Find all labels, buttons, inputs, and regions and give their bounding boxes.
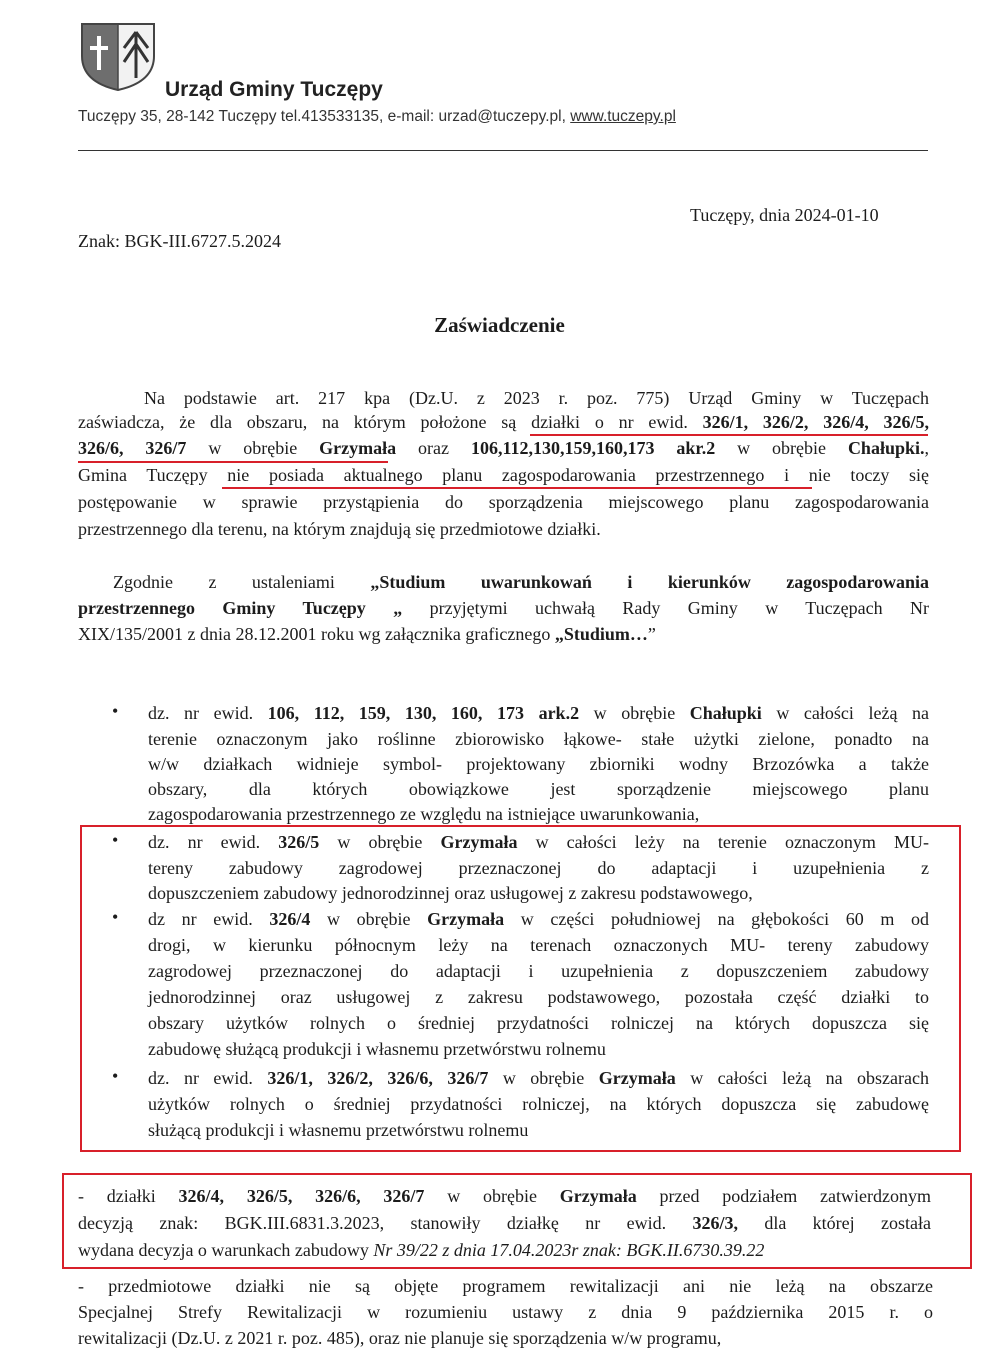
bullet-text: w obrębie	[310, 909, 428, 929]
bullet-icon: •	[112, 1066, 119, 1086]
parcel-numbers: 326/1, 326/2, 326/4, 326/5,	[702, 412, 929, 432]
precinct-name: Grzymała	[440, 832, 518, 852]
para1-line: Gmina Tuczępy nie posiada aktualnego planu zagospodarowania przestrzennego i nie toczy się	[78, 465, 929, 485]
parcel-numbers: 326/3,	[692, 1213, 738, 1233]
red-underline	[530, 434, 928, 436]
bullet-text: dz nr ewid.	[148, 909, 270, 929]
para2-text: XIX/135/2001 z dnia 28.12.2001 roku wg załącznika graficznego	[78, 624, 555, 644]
division-text: w obrębie	[424, 1186, 560, 1206]
precinct-name: Grzymała	[319, 438, 397, 458]
para1-text: oraz	[396, 438, 471, 458]
precinct-name: Chałupki.	[847, 438, 925, 458]
para1-line	[78, 436, 929, 461]
bullet-line	[148, 1066, 929, 1091]
bullet-line: w/w działkach widnieje symbol- projektowany zbiorniki wodny Brzozówka a także	[148, 754, 929, 774]
document-title: Zaświadczenie	[434, 313, 565, 337]
parcel-numbers: 326/4, 326/5, 326/6, 326/7	[178, 1186, 425, 1206]
para1-text: zaświadcza, że dla obszaru, na którym położone są działki o nr ewid.	[78, 412, 703, 432]
revitalization-line: Specjalnej Strefy Rewitalizacji w rozumieniu ustawy z dnia 9 października 2015 r. o	[78, 1302, 933, 1322]
division-text: decyzją znak: BGK.III.6831.3.2023, stanowiły działkę nr ewid.	[78, 1213, 693, 1233]
division-text: - działki	[78, 1186, 179, 1206]
reference-number: Znak: BGK-III.6727.5.2024	[78, 231, 281, 251]
para2-text: Zgodnie z ustaleniami	[113, 572, 371, 592]
bullet-line: terenie oznaczonym jako roślinne zbiorowisko łąkowe- stałe użytki zielone, ponadto na	[148, 729, 929, 749]
bullet-text: w całości leżą na	[761, 703, 929, 723]
address-text: Tuczępy 35, 28-142 Tuczępy tel.413533135, e-mail: urzad@tuczepy.pl,	[78, 108, 571, 125]
bullet-text: w obrębie	[579, 703, 690, 723]
bullet-icon: •	[112, 907, 119, 927]
para2-text: przyjętymi uchwałą Rady Gminy w Tuczępach Nr	[402, 598, 930, 618]
bullet-line: drogi, w kierunku północnym leży na terenach oznaczonych MU- tereny zabudowy	[148, 935, 929, 955]
bullet-line: obszary, dla których obowiązkowe jest sporządzenie miejscowego planu	[148, 779, 929, 799]
bullet-line: tereny zabudowy zagrodowej przeznaczonej do adaptacji i uzupełnienia z	[148, 858, 929, 878]
bullet-icon: •	[112, 830, 119, 850]
red-underline	[78, 461, 388, 463]
precinct-name: Grzymała	[427, 909, 505, 929]
bullet-line: dopuszczeniem zabudowy jednorodzinnej oraz usługowej z zakresu podstawowego,	[148, 883, 753, 903]
revitalization-line: - przedmiotowe działki nie są objęte programem rewitalizacji ani nie leżą na obszarze	[78, 1276, 933, 1296]
bullet-text: w całości leży na terenie oznaczonym MU-	[517, 832, 929, 852]
bullet-line	[148, 907, 929, 932]
parcel-numbers: 106,112,130,159,160,173 akr.2	[470, 438, 716, 458]
bullet-text: dz. nr ewid.	[148, 703, 268, 723]
division-text: wydana decyzja o warunkach zabudowy	[78, 1240, 374, 1260]
bullet-icon: •	[112, 701, 119, 721]
bullet-line: obszary użytków rolnych o średniej przydatności rolniczej na których dopuszcza się	[148, 1013, 929, 1033]
parcel-numbers: 326/1, 326/2, 326/6, 326/7	[267, 1068, 489, 1088]
bullet-line: zabudowę służącą produkcji i własnemu przetwórstwu rolnemu	[148, 1039, 606, 1059]
website-link[interactable]: www.tuczepy.pl	[570, 108, 676, 125]
bullet-line: zagrodowej przeznaczonej do adaptacji i uzupełnienia z dopuszczeniem zabudowy	[148, 961, 929, 981]
precinct-name: Chałupki	[689, 703, 762, 723]
para2-text: ”	[647, 624, 656, 644]
bullet-line	[148, 830, 929, 855]
bullet-line: zagospodarowania przestrzennego ze względu na istniejące uwarunkowania,	[148, 804, 700, 824]
precinct-name: Grzymała	[598, 1068, 676, 1088]
bullet-text: w obrębie	[319, 832, 441, 852]
para1-text: w obrębie	[186, 438, 320, 458]
division-text: dla której została	[737, 1213, 932, 1233]
para1-line	[78, 410, 929, 435]
para2-line	[113, 570, 929, 595]
parcel-numbers: 106, 112, 159, 130, 160, 173 ark.2	[267, 703, 580, 723]
header-divider	[78, 150, 928, 151]
parcel-numbers: 326/6, 326/7	[78, 438, 187, 458]
para1-text: ,	[924, 438, 929, 458]
para2-line	[78, 622, 929, 647]
document-reference: „Studium uwarunkowań i kierunków zagospodarowania	[370, 572, 930, 592]
document-date: Tuczępy, dnia 2024-01-10	[690, 205, 879, 225]
revitalization-line: rewitalizacji (Dz.U. z 2021 r. poz. 485), oraz nie planuje się sporządzenia w/w programu,	[78, 1328, 722, 1348]
bullet-text: dz. nr ewid.	[148, 1068, 268, 1088]
bullet-line: jednorodzinnej oraz usługowej z zakresu podstawowego, pozostała część działki to	[148, 987, 929, 1007]
office-name: Urząd Gminy Tuczępy	[165, 78, 383, 101]
para1-line: przestrzennego dla terenu, na którym znajdują się przedmiotowe działki.	[78, 519, 601, 539]
division-line	[78, 1238, 931, 1263]
bullet-text: w obrębie	[488, 1068, 599, 1088]
para2-line	[78, 596, 929, 621]
division-line	[78, 1184, 931, 1209]
document-reference: „Studium…	[554, 624, 648, 644]
bullet-text: w części południowej na głębokości 60 m od	[504, 909, 929, 929]
bullet-line	[148, 701, 929, 726]
bullet-line: użytków rolnych o średniej przydatności rolniczej, na których dopuszcza się zabudowę	[148, 1094, 929, 1114]
municipality-coat-of-arms-icon	[78, 22, 158, 92]
precinct-name: Grzymała	[559, 1186, 637, 1206]
parcel-numbers: 326/4	[269, 909, 311, 929]
bullet-line: służącą produkcji i własnemu przetwórstwu rolnemu	[148, 1120, 529, 1140]
red-underline	[222, 487, 812, 489]
para1-text: w obrębie	[715, 438, 848, 458]
document-reference: przestrzennego Gminy Tuczępy „	[78, 598, 403, 618]
division-line	[78, 1211, 931, 1236]
para1-line: Na podstawie art. 217 kpa (Dz.U. z 2023 r. poz. 775) Urząd Gminy w Tuczępach	[144, 388, 929, 408]
office-address	[78, 108, 676, 126]
division-text: przed podziałem zatwierdzonym	[636, 1186, 931, 1206]
parcel-numbers: 326/5	[278, 832, 320, 852]
bullet-text: w całości leżą na obszarach	[675, 1068, 929, 1088]
para1-line: postępowanie w sprawie przystąpienia do sporządzenia miejscowego planu zagospodarowania	[78, 492, 929, 512]
decision-reference: Nr 39/22 z dnia 17.04.2023r znak: BGK.II.6730.39.22	[373, 1240, 765, 1260]
bullet-text: dz. nr ewid.	[148, 832, 279, 852]
